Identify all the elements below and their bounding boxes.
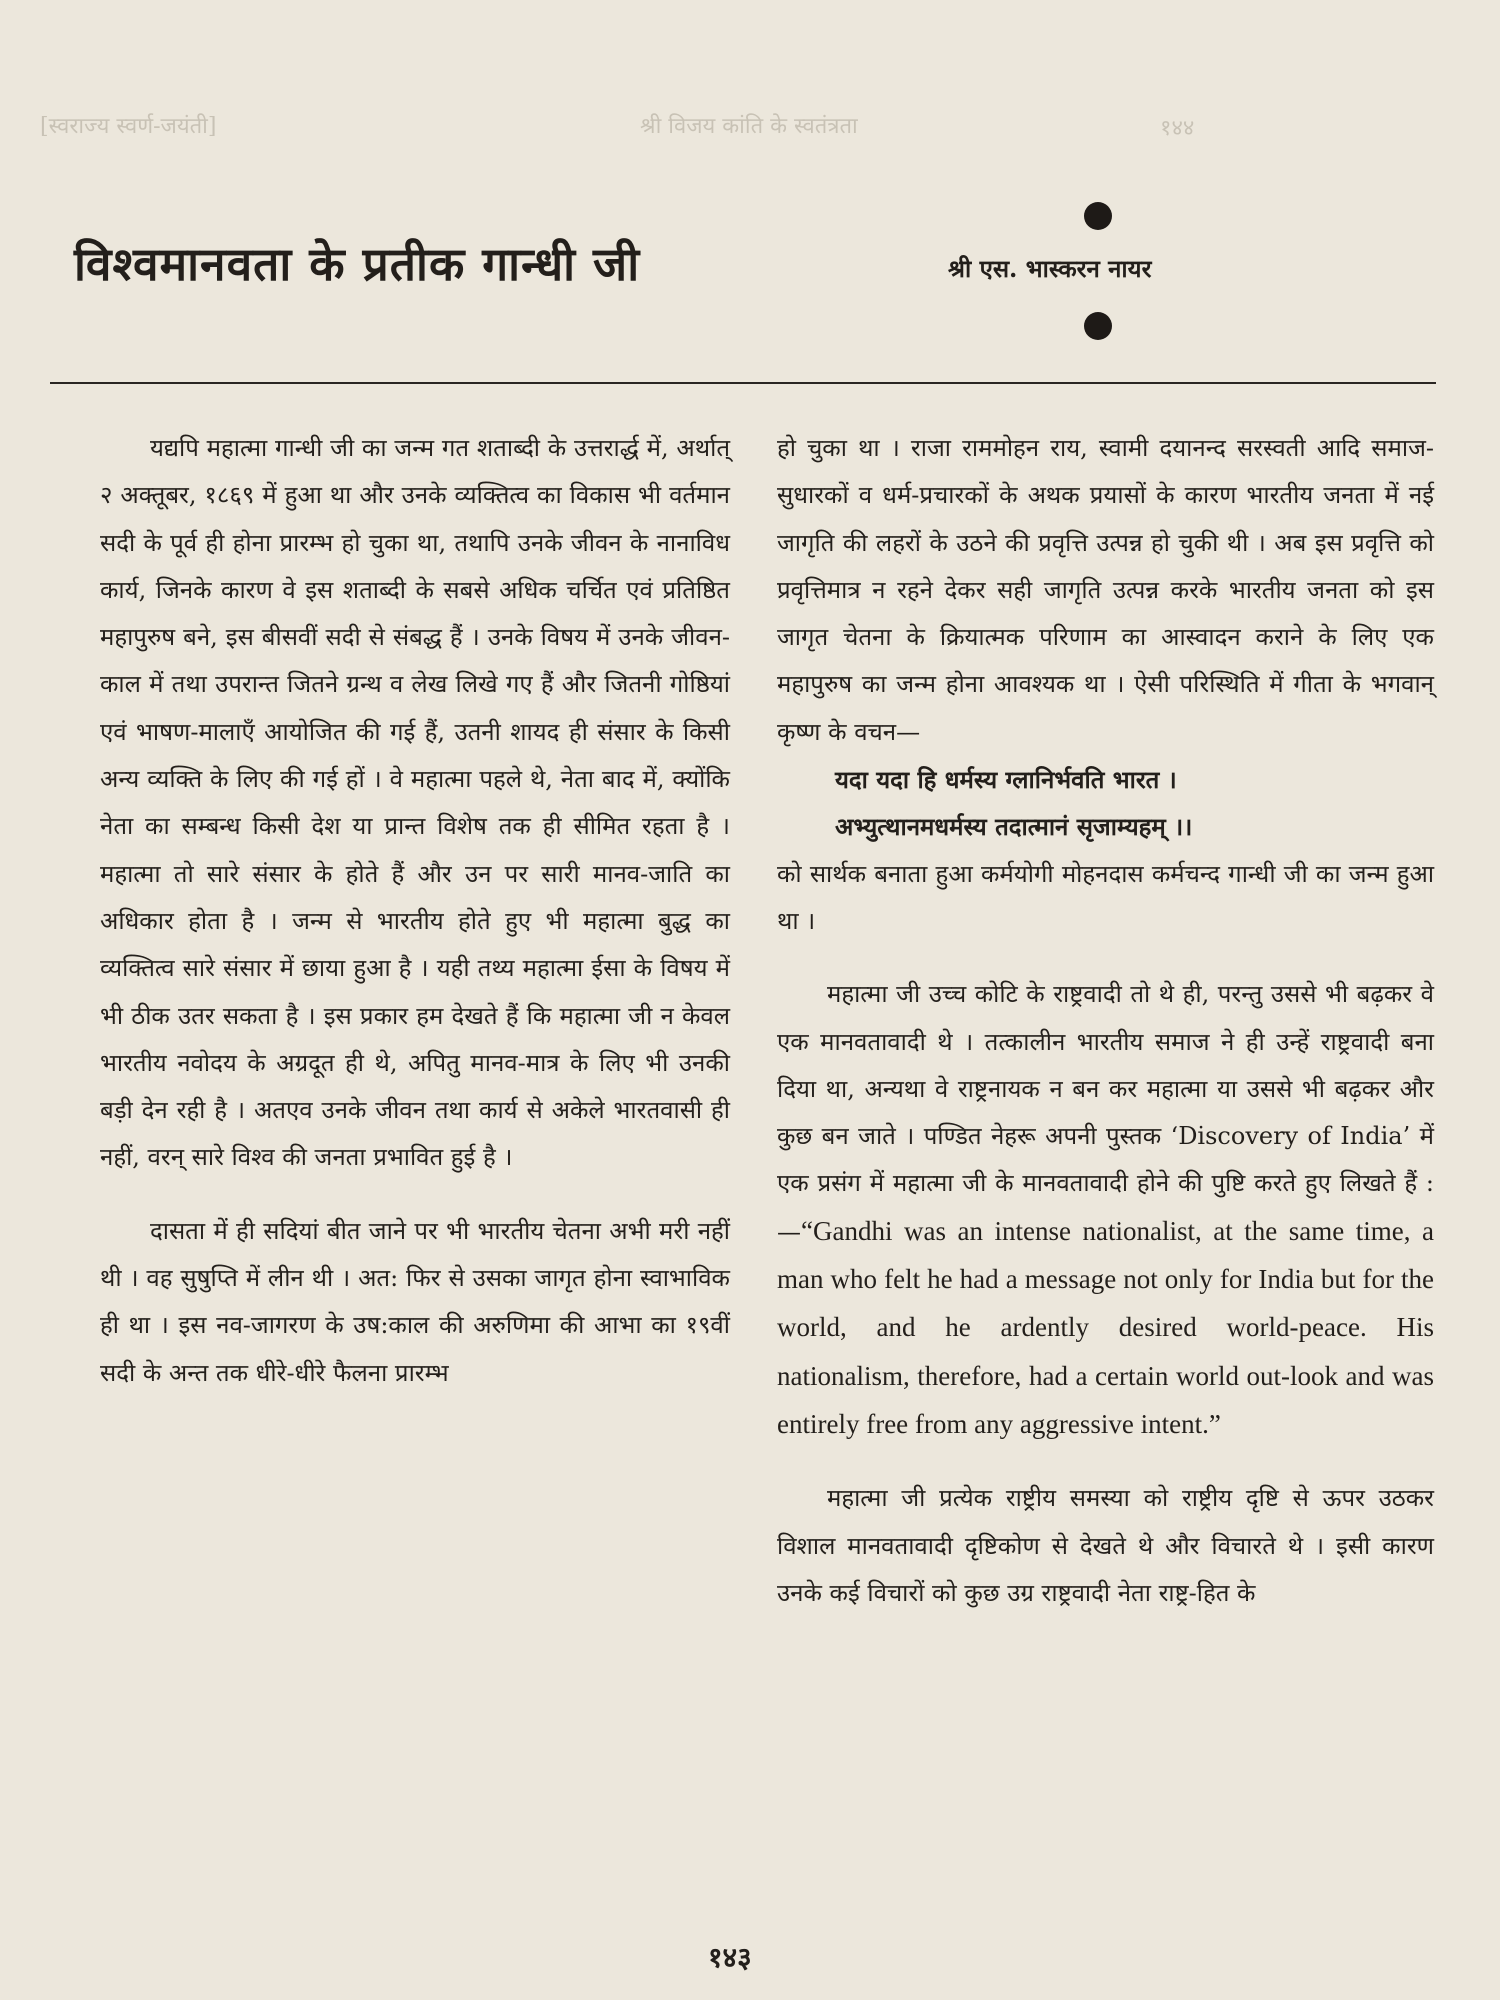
gita-verse-line: अभ्युत्थानमधर्मस्य तदात्मानं सृजाम्यहम् ।। xyxy=(835,812,1193,842)
body-paragraph: दासता में ही सदियां बीत जाने पर भी भारतीय चेतना अभी मरी नहीं थी । वह सुषुप्ति में लीन थी । अत: फिर से उसका जागृत होना स्वाभाविक ही था । इस नव-जागरण के उष:काल की अरुणिमा की आभा का १९वीं सदी के अन्त तक धीरे-धीरे फैलना प्रारम्भ xyxy=(100,1216,730,1387)
body-paragraph: हो चुका था । राजा राममोहन राय, स्वामी दयानन्द सरस्वती आदि समाज-सुधारकों व धर्म-प्रचारकों के अथक प्रयासों के कारण भारतीय जनता में नई जागृति की लहरों के उठने की प्रवृत्ति उत्पन्न हो चुकी थी । अब इस प्रवृत्ति को प्रवृत्तिमात्र न रहने देकर सही जागृति उत्पन्न करके भारतीय जनता को इस जागृत चेतना के क्रियात्मक परिणाम का आस्वादन कराने के लिए एक महापुरुष का जन्म होना आवश्यक था । ऐसी परिस्थिति में गीता के भगवान् कृष्ण के वचन— xyxy=(777,434,1434,746)
gita-verse-line: यदा यदा हि धर्मस्य ग्लानिर्भवति भारत । xyxy=(835,765,1177,795)
nehru-quote: “Gandhi was an intense nationalist, at the same time, a man who felt he had a message not only for India but for the world, and he ardently desired world-peace. His nationalism, therefore, had a certain world out-look and was entirely free from any aggressive intent.” xyxy=(777,1215,1434,1439)
right-column xyxy=(777,425,1434,1617)
article-title: विश्वमानवता के प्रतीक गान्धी जी xyxy=(74,237,641,291)
body-paragraph-text: महात्मा जी उच्च कोटि के राष्ट्रवादी तो थे ही, परन्तु उससे भी बढ़कर वे एक मानवतावादी थे । तत्कालीन भारतीय समाज ने ही उन्हें राष्ट्रवादी बना दिया था, अन्यथा वे राष्ट्रनायक न बन कर महात्मा या उससे भी बढ़कर और कुछ बन जाते । पण्डित नेहरू अपनी पुस्तक ‘Discovery of India’ में एक प्रसंग में महात्मा जी के मानवतावादी होने की पुष्टि करते हुए लिखते हैं :— xyxy=(777,980,1434,1246)
bleed-through-text: श्री विजय कांति के स्वतंत्रता xyxy=(640,114,858,139)
body-paragraph: महात्मा जी प्रत्येक राष्ट्रीय समस्या को राष्ट्रीय दृष्टि से ऊपर उठकर विशाल मानवतावादी दृष्टिकोण से देखते थे और विचारते थे । इसी कारण उनके कई विचारों को कुछ उग्र राष्ट्रवादी नेता राष्ट्र-हित के xyxy=(777,1484,1434,1607)
ornament-dot-icon xyxy=(1084,202,1112,230)
article-author: श्री एस. भास्करन नायर xyxy=(948,254,1152,283)
body-paragraph: यद्यपि महात्मा गान्धी जी का जन्म गत शताब्दी के उत्तरार्द्ध में, अर्थात् २ अक्तूबर, १८६९ में हुआ था और उनके व्यक्तित्व का विकास भी वर्तमान सदी के पूर्व ही होना प्रारम्भ हो चुका था, तथापि उनके जीवन के नानाविध कार्य, जिनके कारण वे इस शताब्दी के सबसे अधिक चर्चित एवं प्रतिष्ठित महापुरुष बने, इस बीसवीं सदी से संबद्ध हैं । उनके विषय में उनके जीवन-काल में तथा उपरान्त जितने ग्रन्थ व लेख लिखे गए हैं और जितनी गोष्ठियां एवं भाषण-मालाएँ आयोजित की गई हैं, उतनी शायद ही संसार के किसी अन्य व्यक्ति के लिए की गई हों । वे महात्मा पहले थे, नेता बाद में, क्योंकि नेता का सम्बन्ध किसी देश या प्रान्त विशेष तक ही सीमित रहता है । महात्मा तो सारे संसार के होते हैं और उन पर सारी मानव-जाति का अधिकार होता है । जन्म से भारतीय होते हुए भी महात्मा बुद्ध का व्यक्तित्व सारे संसार में छाया हुआ है । यही तथ्य महात्मा ईसा के विषय में भी ठीक उतर सकता है । इस प्रकार हम देखते हैं कि महात्मा जी न केवल भारतीय नवोदय के अग्रदूत ही थे, अपितु मानव-मात्र के लिए भी उनकी बड़ी देन रही है । अतएव उनके जीवन तथा कार्य से अकेले भारतवासी ही नहीं, वरन् सारे विश्व की जनता प्रभावित हुई है । xyxy=(100,434,730,1172)
left-column xyxy=(100,425,730,1397)
bleed-through-text: १४४ xyxy=(1160,116,1195,141)
page-number: १४३ xyxy=(708,1941,752,1974)
body-paragraph: को सार्थक बनाता हुआ कर्मयोगी मोहनदास कर्मचन्द गान्धी जी का जन्म हुआ था । xyxy=(777,859,1434,935)
header-divider xyxy=(50,382,1436,384)
body-paragraph xyxy=(777,971,1434,1449)
ornament-dot-icon xyxy=(1084,312,1112,340)
bleed-through-text: [स्वराज्य स्वर्ण-जयंती] xyxy=(40,114,217,139)
